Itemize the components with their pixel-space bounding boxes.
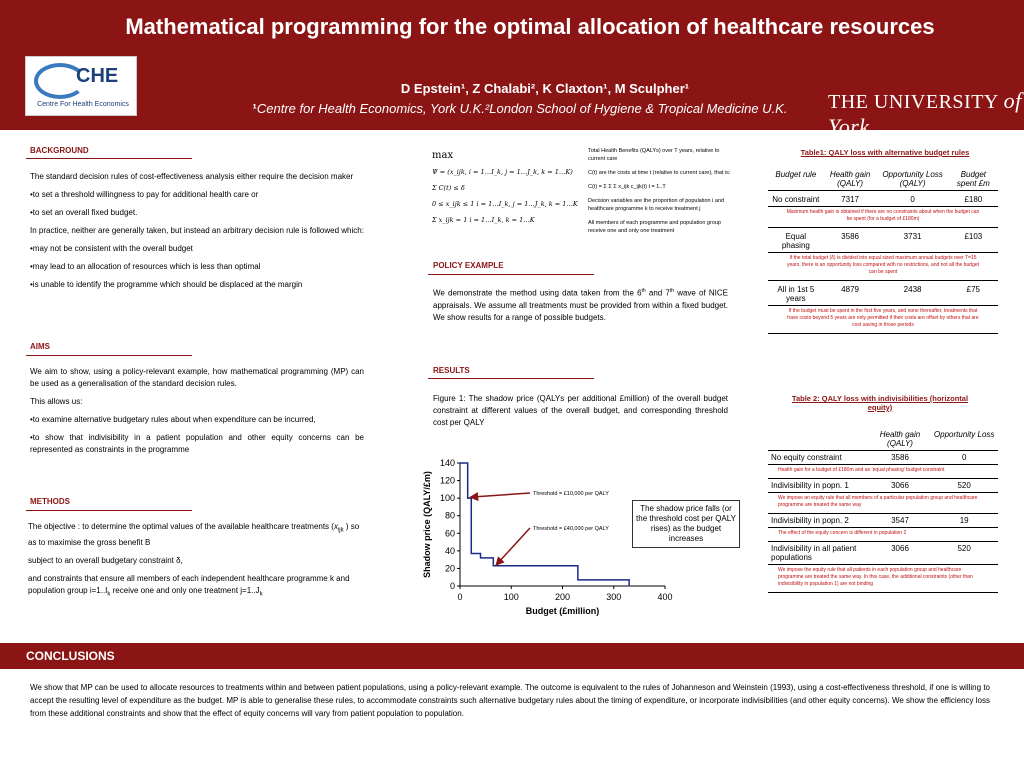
figure-caption: Figure 1: The shadow price (QALYs per additional £million) of the overall budget constraint at different values of the overall budget, and corresponding threshold cost per QALY [433,394,728,427]
background-paragraph: •is unable to identify the programme which should be displaced at the margin [30,280,303,289]
policy-sup2: th [669,288,675,294]
results-rule [428,378,594,379]
table1-cell: No constraint [772,195,820,204]
chart-annotation-label: Threshold = £10,000 per QALY [533,491,609,497]
formula-note: Total Health Benefits (QALYs) over T years, relative to current care [588,148,720,162]
table1-note-row [768,253,998,281]
table1-note-row [768,207,998,228]
formula-max: max [432,150,454,161]
table2-header-cell: Health gain (QALY) [870,428,931,451]
table1-cell: 0 [910,195,915,204]
table2 [768,428,998,593]
formula-note: C(t) are the costs at time t (relative to current care), that is: [588,170,731,176]
background-paragraph: The standard decision rules of cost-effectiveness analysis either require the decision maker [30,172,354,181]
conclusions-heading: CONCLUSIONS [26,649,115,663]
york-logo-text: THE UNIVERSITY [828,91,999,113]
table1-title: Table1: QALY loss with alternative budget rules [800,148,970,157]
chart-y-tick-label: 20 [444,563,455,574]
policy-text-b: and 7 [645,288,670,298]
table2-cell: 520 [957,544,971,553]
results-heading: RESULTS [433,366,470,375]
aims-paragraph: •to show that indivisibility in a patient population and other equity concerns can be represented as constraints in the programme [30,433,364,454]
affiliation-text: Centre for Health Economics, York U.K.²London School of Hygiene & Tropical Medicine U.K. [256,101,788,116]
table1-cell: 3731 [903,232,922,241]
background-paragraph: •may not be consistent with the overall budget [30,244,193,253]
formula-line: Σ C(t) ≤ δ [432,184,465,192]
aims-rule [26,355,192,356]
methods-p3-a: and constraints that ensure all members of each independent healthcare programme k and population group i=1..I [28,573,350,595]
policy-sup1: th [641,288,646,294]
york-logo-of-text: of York [828,88,1022,139]
table2-cell: 3066 [891,481,909,490]
table2-cell: 0 [961,453,967,462]
chart-y-axis-label: Shadow price (QALY/£m) [422,471,432,578]
background-paragraph: •may lead to an allocation of resources which is less than optimal [30,262,261,271]
chart-callout: The shadow price falls (or the threshold cost per QALY rises) as the budget increases [632,500,740,548]
aims-paragraph: This allows us: [30,397,83,406]
chart-x-tick-label: 0 [457,592,463,602]
che-logo [25,56,137,116]
table1-cell: 2438 [903,285,922,294]
methods-p3-b: receive one and only one treatment j=1..J [110,585,260,595]
che-logo-subtext: Centre For Health Economics [37,101,129,108]
table2-cell: 3066 [891,544,909,553]
table1-note: Maximum health gain is obtained if there are no constraints about when the budget can be spent (for a budget of £180m) [768,207,998,228]
table2-cell: Indivisibility in popn. 1 [771,481,849,490]
table2-header-cell: Opportunity Loss [930,428,998,451]
aims-paragraph: We aim to show, using a policy-relevant example, how mathematical programming (MP) can be used as a generalisation of the standard decision rules. [30,367,364,388]
formula-note: C(t) = Σ Σ Σ x_ijk c_ijk(t) t = 1..T [588,184,666,190]
table2-cell: Indivisibility in all patient populations [771,544,857,562]
table2-note: We impose the equity rule that all patients in each population group and healthcare programme are treated the same way. In this case, the additional constraints (other than indivisibility in population 1) are not binding [768,565,998,593]
table2-row [768,479,998,493]
policy-rule [428,274,594,275]
table2-cell: 3586 [891,453,909,462]
background-paragraph: •to set a threshold willingness to pay for additional health care or [30,190,259,199]
chart-annotation-arrow [496,528,530,565]
table2-title: Table 2: QALY loss with indivisibilities (horizontal equity) [791,394,969,412]
table1-cell: £75 [966,285,981,294]
table2-header-row [768,428,998,451]
table2-note: Health gain for a budget of £180m and an 'equal phasing' budget constraint [768,465,998,479]
table1-header-row [768,168,998,191]
table2-row [768,542,998,565]
table1-header-cell: Opportunity Loss (QALY) [876,168,948,191]
table1-row [768,228,998,253]
table2-cell: Indivisibility in popn. 2 [771,516,849,525]
table1 [768,168,998,334]
table1-cell: 7317 [841,195,859,204]
table1-row [768,281,998,306]
table1-cell: All in 1st 5 years [777,285,815,303]
table1-cell: 4879 [841,285,859,294]
methods-p1-b: ) so as to maximise the gross benefit B [28,522,360,547]
formula-line: Ψ = (x_ijk, i = 1…I_k, j = 1…J_k, k = 1…K) [432,168,573,176]
table2-note-row [768,528,998,542]
table1-note-row [768,306,998,334]
table2-cell: 520 [957,481,971,490]
aims-paragraph: •to examine alternative budgetary rules about when expenditure can be incurred, [30,415,316,424]
formula-lines [432,164,582,228]
table2-note-row [768,493,998,514]
chart-series-line [460,463,629,586]
table2-note-row [768,465,998,479]
chart-x-axis-label: Budget (£million) [525,606,600,616]
conclusions-bar [0,643,1024,669]
chart-y-tick-label: 140 [439,458,455,468]
affiliation-mark: ¹ [252,101,257,116]
table1-cell: 3586 [841,232,859,241]
aims-text [30,366,364,462]
methods-var-sub: ijk [337,527,344,534]
optimisation-formula [432,148,582,248]
methods-p2: subject to an overall budgetary constraint δ, [28,555,183,565]
table2-row [768,451,998,465]
york-logo [828,88,1024,140]
chart-annotation-arrow [471,493,530,497]
table1-cell: £180 [964,195,983,204]
methods-text [28,521,364,606]
table2-header-cell [768,428,870,451]
background-paragraph: •to set an overall fixed budget. [30,208,138,217]
chart-y-tick-label: 100 [439,493,455,504]
formula-line: Σ x_ijk = 1 i = 1…I_k, k = 1…K [432,216,535,224]
poster-affiliation [200,101,840,116]
background-heading: BACKGROUND [30,146,89,155]
background-text [30,171,364,297]
conclusions-text: We show that MP can be used to allocate resources to treatments within and between patient populations, using a policy-relevant example. The outcome is equivalent to the rules of Johanneson and Weinstein (1993), using a cost-effectiveness threshold, if one is willing to accept the resulting level of expenditure as the budget. MP is able to generalise these rules, to accommodate constraints such alternative budgetary rules about the timing of expenditure, or incorporate indivisibilities (and other equity concerns). We show the efficiency loss from these additional constraints and show that the effect of equity concerns will vary from patient population to population. [30,683,990,718]
chart-annotation-label: Threshold = £40,000 per QALY [533,526,609,532]
table1-note: If the total budget (δ) is divided into equal sized maximum annual budgets over T=15 years, there is an opportunity loss compared with no restrictions, and not all the budget can be spent [768,253,998,281]
table2-note: We impose an equity rule that all members of a particular population group and healthcare programme are treated the same way [768,493,998,514]
table2-note-row [768,565,998,593]
formula-note: Decision variables are the proportion of population i and healthcare programme k to receive treatment j [588,198,725,212]
policy-heading: POLICY EXAMPLE [433,261,504,270]
policy-text-c: wave of NICE appraisals. We assume all treatments must be provided from within a fixed budget. We show results for a range of possible budgets. [433,288,729,322]
poster-title: Mathematical programming for the optimal allocation of healthcare resources [125,14,935,39]
table1-header-cell: Budget rule [768,168,824,191]
chart-y-tick-label: 60 [444,528,455,539]
table2-row [768,514,998,528]
table2-cell: No equity constraint [771,453,842,462]
aims-heading: AIMS [30,342,50,351]
chart-y-tick-label: 40 [444,545,455,556]
background-paragraph: In practice, neither are generally taken, but instead an arbitrary decision rule is followed which: [30,226,364,235]
formula-note: All members of each programme and population group receive one and only one treatment [588,220,721,234]
table2-note: The effect of the equity concern is different in population 2 [768,528,998,542]
methods-p1-a: The objective : to determine the optimal values of the available healthcare treatments ( [28,522,334,531]
table2-cell: 3547 [891,516,909,525]
chart-x-tick-label: 100 [503,592,519,602]
methods-var-x: x [333,522,338,531]
che-logo-text: CHE [76,65,119,87]
chart-y-tick-label: 120 [439,475,455,486]
policy-text-a: We demonstrate the method using data taken from the 6 [433,288,642,298]
chart-y-tick-label: 80 [444,510,455,521]
formula-notes [588,147,734,241]
table1-header-cell: Health gain (QALY) [824,168,877,191]
methods-rule [26,510,192,511]
poster-authors: D Epstein¹, Z Chalabi², K Claxton¹, M Sculpher¹ [400,81,690,96]
background-rule [26,158,192,159]
policy-text [433,285,728,324]
chart-x-tick-label: 200 [554,592,571,602]
formula-line: 0 ≤ x_ijk ≤ 1 i = 1…I_k, j = 1…J_k, k = 1…K [432,200,578,208]
chart-x-tick-label: 400 [657,592,673,602]
table1-row [768,191,998,207]
table1-note: If the budget must be spent in the first five years, and none thereafter, treatments that have costs beyond 5 years are only permitted if their costs are offset by others that are cost saving in those periods [768,306,998,334]
table1-cell: Equal phasing [781,232,810,250]
table1-cell: £103 [964,232,983,241]
chart-x-tick-label: 300 [606,592,622,602]
methods-heading: METHODS [30,497,70,506]
methods-p3-sub1: k [107,591,111,598]
table1-header-cell: Budget spent £m [949,168,998,191]
chart-y-tick-label: 0 [449,581,455,591]
table2-cell: 19 [959,516,969,525]
methods-p3-sub2: k [259,591,263,598]
